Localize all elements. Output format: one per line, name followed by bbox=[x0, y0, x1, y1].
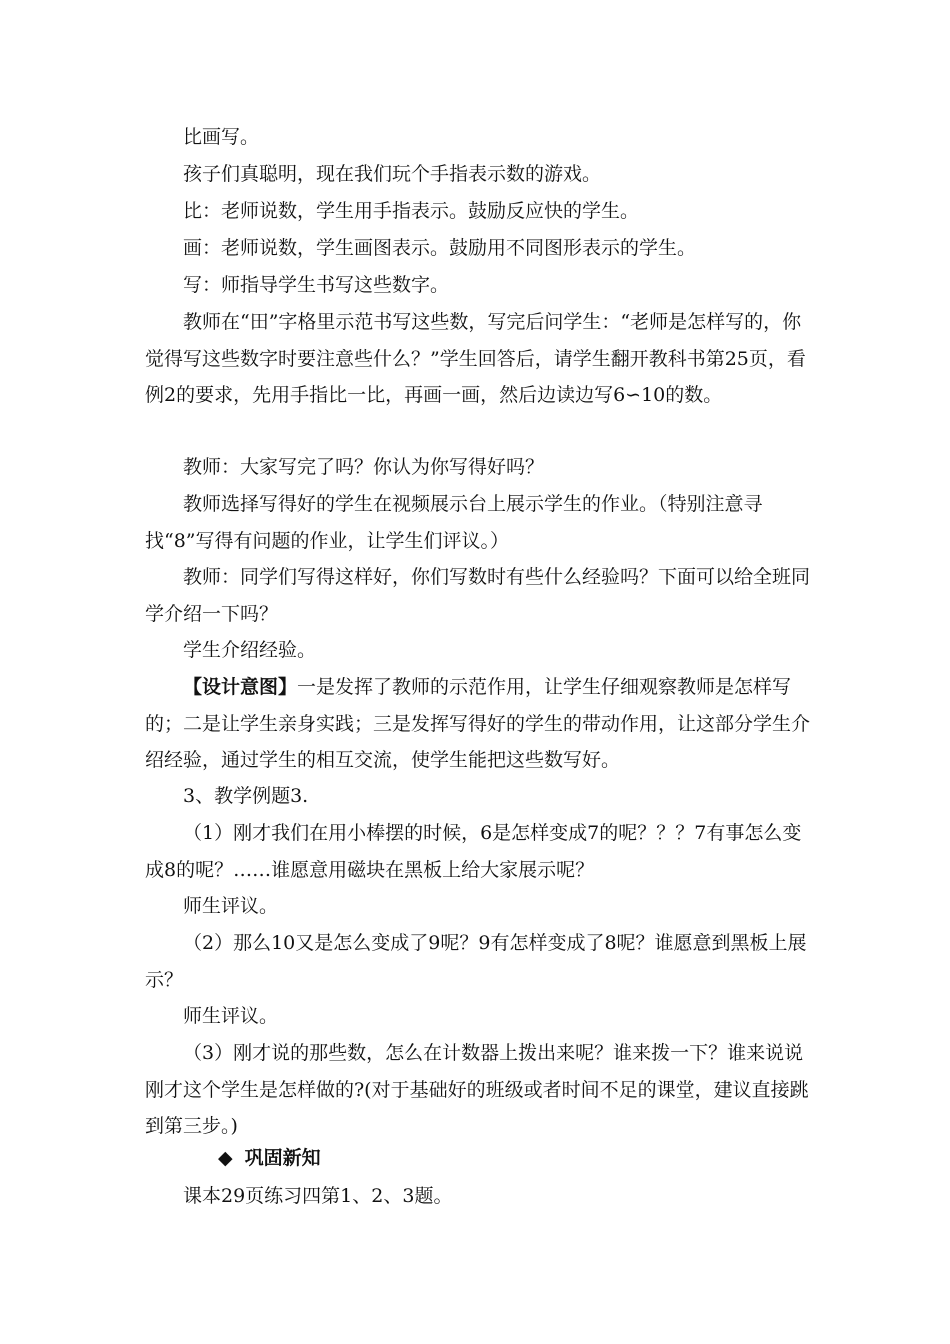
design-intent-paragraph bbox=[145, 669, 810, 779]
paragraph: 教师在“田”字格里示范书写这些数，写完后问学生：“老师是怎样写的，你觉得写这些数字时要注意些什么？”学生回答后，请学生翻开教科书第25页，看例2的要求，先用手指比一比，再画一画，然后边读边写6∽10的数。 bbox=[145, 311, 806, 406]
paragraph: （2）那么10又是怎么变成了9呢？9有怎样变成了8呢？谁愿意到黑板上展示？ bbox=[145, 932, 807, 991]
section-title: 巩固新知 bbox=[244, 1147, 321, 1169]
paragraph: 师生评议。 bbox=[183, 895, 279, 917]
paragraph: 师生评议。 bbox=[183, 1005, 279, 1027]
paragraph: 课本29页练习四第1、2、3题。 bbox=[183, 1185, 453, 1207]
paragraph: 教师：大家写完了吗？你认为你写得好吗？ bbox=[183, 456, 545, 478]
diamond-bullet-icon: ◆ bbox=[218, 1147, 233, 1169]
paragraph: 比：老师说数，学生用手指表示。鼓励反应快的学生。 bbox=[183, 200, 640, 222]
paragraph: 写：师指导学生书写这些数字。 bbox=[183, 274, 450, 296]
design-intent-label: 【设计意图】 bbox=[183, 676, 298, 698]
paragraph: 学生介绍经验。 bbox=[183, 639, 317, 661]
paragraph: （3）刚才说的那些数，怎么在计数器上拨出来呢？谁来拨一下？谁来说说刚才这个学生是怎样做的?(对于基础好的班级或者时间不足的课堂，建议直接跳到第三步。) bbox=[145, 1042, 809, 1137]
design-intent-text: 一是发挥了教师的示范作用，让学生仔细观察教师是怎样写的；二是让学生亲身实践；三是发挥写得好的学生的带动作用，让这部分学生介绍经验，通过学生的相互交流，使学生能把这些数写好。 bbox=[145, 676, 811, 771]
paragraph: 画：老师说数，学生画图表示。鼓励用不同图形表示的学生。 bbox=[183, 237, 697, 259]
paragraph: 教师选择写得好的学生在视频展示台上展示学生的作业。（特别注意寻找“8”写得有问题的作业，让学生们评议。） bbox=[145, 493, 763, 552]
paragraph: 教师：同学们写得这样好，你们写数时有些什么经验吗？下面可以给全班同学介绍一下吗？ bbox=[145, 566, 811, 625]
section-heading bbox=[218, 1140, 321, 1177]
paragraph: 孩子们真聪明，现在我们玩个手指表示数的游戏。 bbox=[183, 163, 602, 185]
paragraph: 3、教学例题3. bbox=[183, 785, 309, 807]
paragraph: 比画写。 bbox=[183, 126, 260, 148]
paragraph: （1）刚才我们在用小棒摆的时候，6是怎样变成7的呢？？？7有事怎么变成8的呢？……谁愿意用磁块在黑板上给大家展示呢？ bbox=[145, 822, 802, 881]
